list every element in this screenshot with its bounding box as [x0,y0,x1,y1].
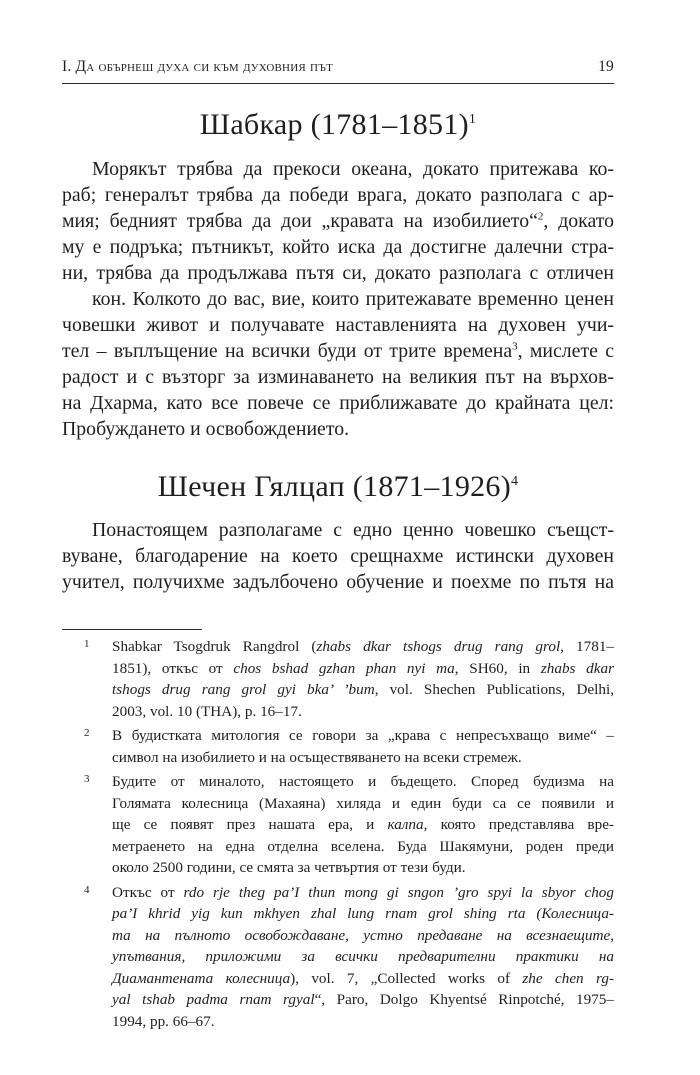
footnote-number: 4 [84,883,90,896]
footnote-line: tshogs drug rang grol gyi bka’ ’bum, vol. Shechen Publications, Delhi, [112,681,614,698]
footnote-number: 1 [84,638,90,650]
footnote-line: 1851), откъс от chos bshad gzhan phan nyi ma, SH60, in zhabs dkar [112,659,614,677]
footnote-line: Будите от миналото, настоящето и бъдещето. Според будизма на [112,773,614,790]
section-heading-shechen: Шечен Гялцап (1871–1926)$^4$ [157,470,519,503]
text-line: тел – въплъщение на всички буди от трите времена$^3$, мислете с [62,340,615,362]
footnote-line: ще се появят през нашата ера, и калпа, която представлява вре- [112,816,614,833]
footnote-rule [62,629,202,630]
text-line: Морякът трябва да прекоси океана, докато притежава ко- [92,158,614,180]
note-ref: 3 [512,340,518,353]
page-number: 19 [598,58,614,75]
text-line: Понастоящем разполагаме с едно ценно човешко съещст- [92,519,614,541]
footnote-line: символ на изобилието и на осъществяването на всеки стремеж. [112,748,522,766]
note-ref: 2 [537,210,544,223]
running-head-title: I. Да обърнеш духа си към духовния път [62,58,333,75]
footnote-line: 2003, vol. 10 (THA), p. 16–17. [112,702,302,720]
footnote-text [112,725,614,768]
footnote-line: метраенето на една отделна вселена. Буда Шакямуни, роден преди [112,837,614,855]
footnote-line: упътвания, приложими за всички предварителни практики на [112,948,614,965]
footnote-line: В будистката митология се говори за „крава с непресъхващо виме“ – [112,727,614,744]
text-line: учител, получихме задълбочено обучение и поехме по пътя на [62,571,614,593]
section-heading-shabkar: Шабкар (1781–1851)$^1$ [199,108,477,141]
text-line: мия; бедният трябва да дои „кравата на изобилието“$^2$, докато [62,210,615,232]
text-line: ни, трябва да продължава пътя си, докато разполага с отличен [62,262,614,284]
footnote-line: pa’I khrid yig kun mkhyen zhal lung rnam grol shing rta (Колесница- [112,905,614,922]
heading-note-ref: 1 [468,112,477,127]
footnote-number: 2 [84,727,90,739]
footnote-line: Диамантената колесница), vol. 7, „Collected works of zhe chen rg- [112,969,614,987]
footnote-line: Голямата колесница (Махаяна) хиляда и един буди са се появили и [112,794,614,812]
footnote [62,771,614,879]
heading-note-ref: 4 [511,474,519,489]
header-rule [62,83,614,84]
footnote-line: Откъс от rdo rje theg pa’I thun mong gi sngon ’gro spyi la sbyor chog [112,883,614,901]
text-line: вуване, благодарение на което срещнахме истински духовен [62,545,614,567]
text-line: му е подръка; пътникът, който иска да достигне далечни стра- [62,236,614,258]
footnote-line: Shabkar Tsogdruk Rangdrol (zhabs dkar tshogs drug rang grol, 1781– [112,638,615,655]
text-line: радост и с възторг за изминаването на великия път на върхов- [62,366,614,388]
running-head [62,58,614,76]
footnote [62,636,614,722]
footnote-line: около 2500 години, се смята за четвъртия от тези буди. [112,859,466,876]
footnote-line: 1994, pp. 66–67. [112,1012,215,1030]
footnote-number: 3 [84,773,90,785]
section-text-shabkar [62,156,614,442]
footnote-text [112,636,614,722]
text-line: човешки живот и получавате наставленията на духовен учи- [62,314,614,336]
text-line: раб; генералът трябва да победи врага, докато разполага с ар- [62,184,614,206]
footnote [62,882,614,1033]
footnote-text [112,882,614,1033]
footnote-line: та на пълното освобождаване, устно предаване на всезнаещите, [112,926,614,944]
text-line: Пробуждането и освобождението. [62,418,350,440]
section-text-shechen [62,517,614,595]
footnote-line: yal tshab padma rnam rgyal“, Paro, Dolgo Khyentsé Rinpotché, 1975– [112,991,614,1008]
text-line: на Дхарма, като все повече се приближавате до крайната цел: [62,392,614,414]
footnotes [62,636,614,1035]
footnote [62,725,614,768]
text-line: кон. Колкото до вас, вие, които притежавате временно ценен [92,288,614,310]
footnote-text [112,771,614,879]
